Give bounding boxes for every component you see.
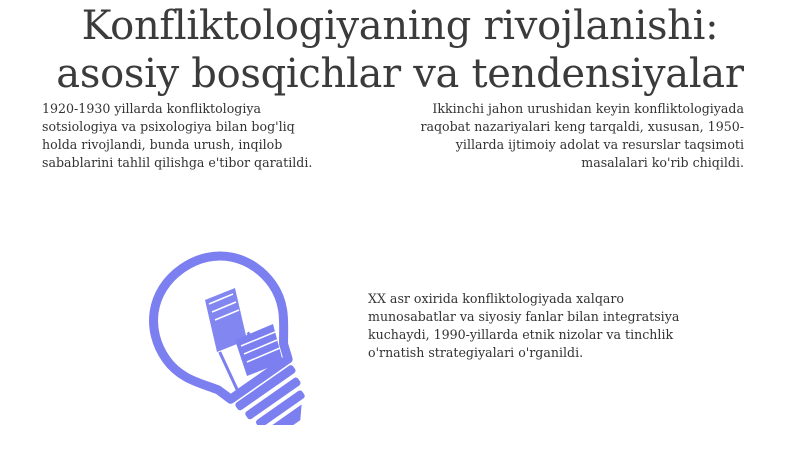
text-line: holda rivojlandi, bunda urush, inqilob: [42, 137, 283, 152]
lightbulb-book-icon: [100, 250, 310, 425]
text-line: XX asr oxirida konfliktologiyada xalqaro: [368, 291, 624, 306]
text-line: yillarda ijtimoiy adolat va resurslar taqsimoti: [455, 137, 744, 152]
text-line: sabablarini tahlil qilishga e'tibor qaratildi.: [42, 155, 313, 170]
text-line: sotsiologiya va psixologiya bilan bog'liq: [42, 119, 295, 134]
text-line: munosabatlar va siyosiy fanlar bilan integratsiya: [368, 309, 680, 324]
text-line: raqobat nazariyalari keng tarqaldi, xususan, 1950-: [420, 119, 744, 134]
text-block-1920-1930: [42, 100, 362, 172]
text-line: masalalari ko'rib chiqildi.: [581, 155, 744, 170]
page-title: [0, 2, 800, 98]
text-block-post-war: [380, 100, 744, 172]
title-line-2: asosiy bosqichlar va tendensiyalar: [56, 51, 744, 97]
title-line-1: Konfliktologiyaning rivojlanishi:: [81, 3, 719, 49]
text-line: Ikkinchi jahon urushidan keyin konfliktologiyada: [432, 101, 744, 116]
text-line: 1920-1930 yillarda konfliktologiya: [42, 101, 262, 116]
text-line: kuchaydi, 1990-yillarda etnik nizolar va tinchlik: [368, 327, 674, 342]
text-block-late-xx-century: [368, 290, 738, 362]
text-line: o'rnatish strategiyalari o'rganildi.: [368, 345, 584, 360]
